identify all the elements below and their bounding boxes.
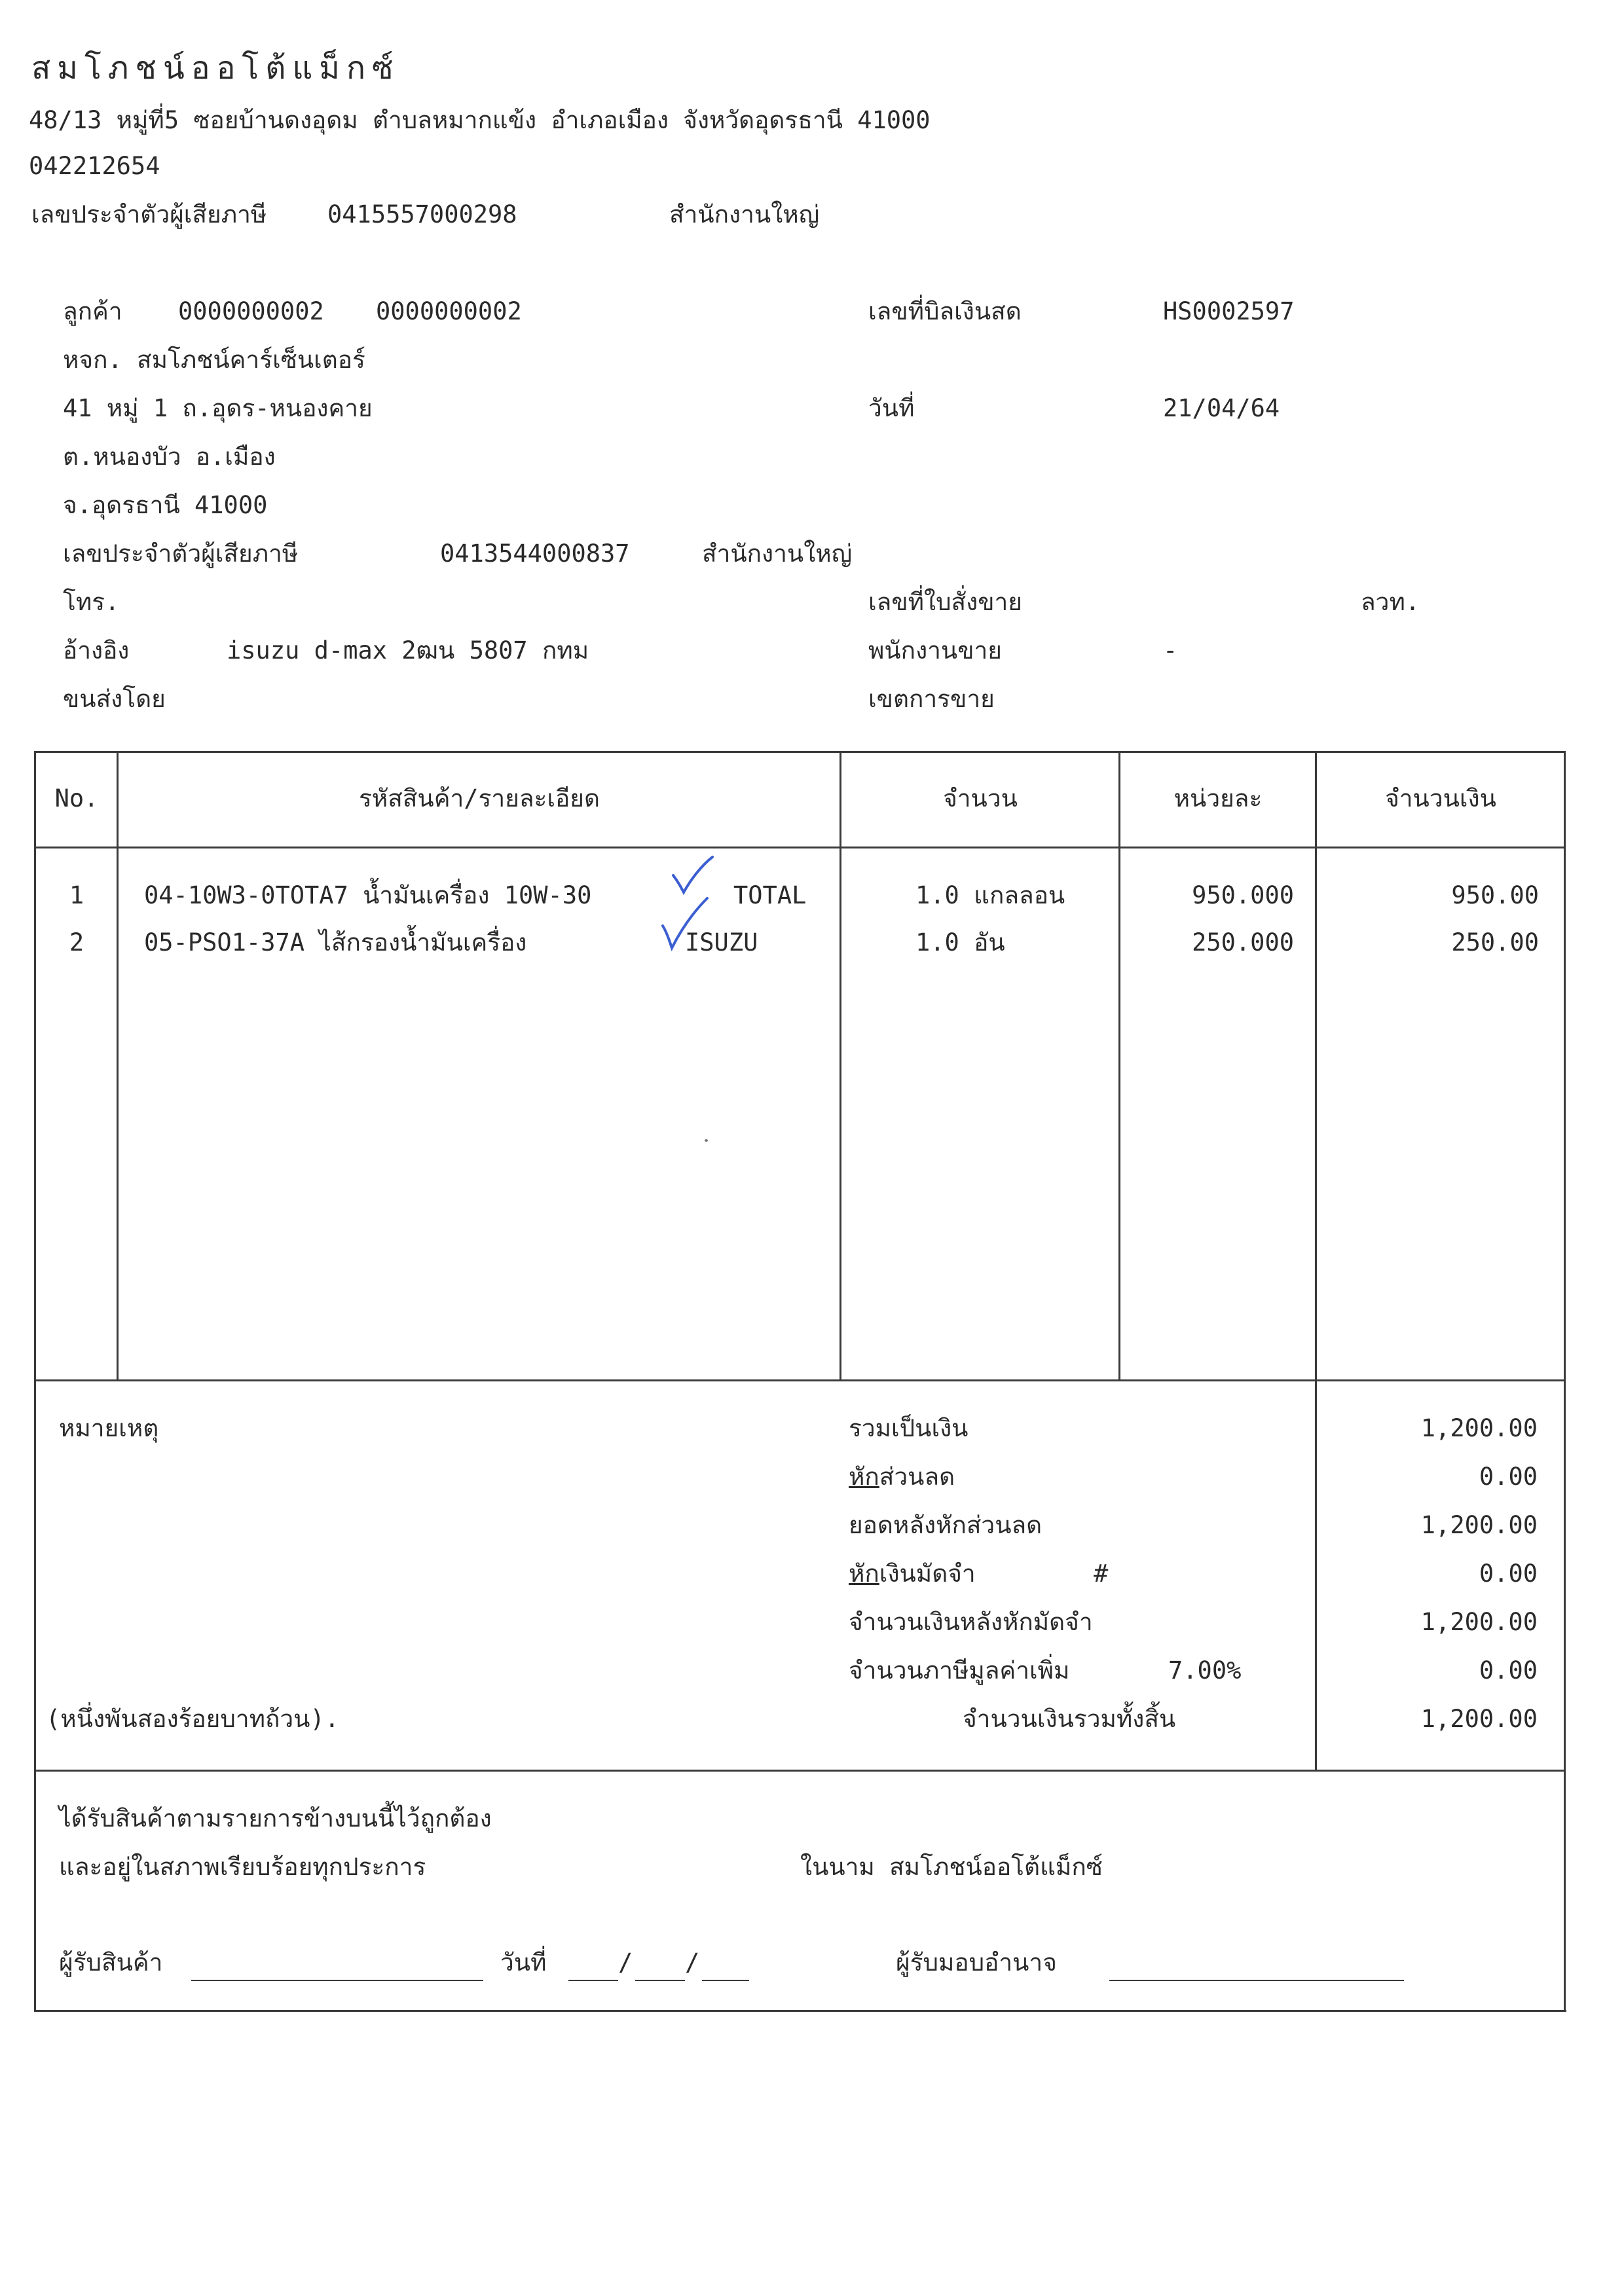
- deposit-hash: #: [1094, 1559, 1109, 1588]
- header-description: รหัสสินค้า/รายละเอียด: [359, 784, 600, 812]
- customer-code-2: 0000000002: [376, 297, 522, 325]
- bill-sales-value: -: [1163, 636, 1178, 665]
- header-amount: จำนวนเงิน: [1385, 784, 1496, 812]
- row-unit-price: 950.000: [1192, 881, 1294, 909]
- row-quantity: 1.0 แกลลอน: [915, 881, 1065, 909]
- total-label: จำนวนเงินรวมทั้งสิ้น: [963, 1705, 1176, 1733]
- bill-date-value: 21/04/64: [1163, 394, 1280, 422]
- after-discount-label: ยอดหลังหักส่วนลด: [849, 1511, 1043, 1539]
- summary-bottom-border: [35, 1770, 1565, 1772]
- date-day-line: [568, 1980, 618, 1981]
- customer-phone-label: โทร.: [63, 588, 120, 616]
- deposit-label: [849, 1559, 976, 1588]
- date-year-line: [702, 1980, 749, 1981]
- after-deposit-label: จำนวนเงินหลังหักมัดจำ: [849, 1608, 1093, 1636]
- customer-branch: สำนักงานใหญ่: [702, 539, 853, 568]
- after-discount-value: 1,200.00: [1420, 1511, 1538, 1539]
- row-no: 1: [69, 881, 84, 909]
- date-separator: /: [618, 1948, 633, 1977]
- col-divider-qty: [1118, 751, 1120, 1381]
- authorized-label: ผู้รับมอบอำนาจ: [896, 1948, 1057, 1977]
- footer-bottom-border: [34, 2010, 1566, 2012]
- total-value: 1,200.00: [1420, 1705, 1538, 1733]
- bill-sales-label: พนักงานขาย: [868, 636, 1002, 665]
- col-divider-no: [117, 751, 119, 1381]
- bill-order-label: เลขที่ใบสั่งขาย: [868, 588, 1022, 616]
- row-description: 05-PSO1-37A ไส้กรองน้ำมันเครื่อง: [144, 928, 527, 957]
- customer-address-2: ต.หนองบัว อ.เมือง: [63, 443, 276, 471]
- row-quantity: 1.0 อัน: [915, 928, 1005, 957]
- receive-date-label: วันที่: [500, 1948, 547, 1977]
- subtotal-value: 1,200.00: [1420, 1414, 1538, 1442]
- row-no: 2: [69, 928, 84, 957]
- row-unit-price: 250.000: [1192, 928, 1294, 957]
- customer-address-1: 41 หมู่ 1 ถ.อุดร-หนองคาย: [63, 394, 373, 422]
- handwritten-check-icon: [657, 894, 716, 957]
- receiver-signature-line: [191, 1980, 483, 1981]
- header-unit-price: หน่วยละ: [1173, 784, 1263, 812]
- table-top-border: [35, 751, 1565, 753]
- company-name: สมโภชน์ออโต้แม็กซ์: [31, 50, 400, 86]
- subtotal-label: รวมเป็นเงิน: [849, 1414, 969, 1442]
- discount-label-suffix: ส่วนลด: [879, 1463, 955, 1491]
- col-divider-price: [1315, 751, 1317, 1772]
- deposit-label-prefix: หัก: [849, 1559, 879, 1588]
- customer-ref-value: isuzu d-max 2ฒน 5807 กทม: [227, 636, 589, 665]
- customer-name: หจก. สมโภชน์คาร์เซ็นเตอร์: [63, 346, 365, 374]
- company-tax-label: เลขประจำตัวผู้เสียภาษี: [31, 200, 267, 228]
- date-separator: /: [685, 1948, 700, 1977]
- customer-label: ลูกค้า: [63, 297, 122, 325]
- vat-value: 0.00: [1479, 1656, 1538, 1685]
- authorized-signature-line: [1109, 1980, 1404, 1981]
- table-bottom-border: [35, 1379, 1565, 1381]
- row-description: 04-10W3-0TOTA7 น้ำมันเครื่อง 10W-30: [144, 881, 592, 909]
- row-amount: 250.00: [1451, 928, 1539, 957]
- bill-no-label: เลขที่บิลเงินสด: [868, 297, 1022, 325]
- amount-in-words: (หนึ่งพันสองร้อยบาทถ้วน).: [46, 1705, 340, 1733]
- bill-date-label: วันที่: [868, 394, 915, 422]
- customer-code-1: 0000000002: [178, 297, 324, 325]
- scan-speck: [705, 1139, 708, 1142]
- row-brand: ISUZU: [685, 928, 758, 957]
- discount-value: 0.00: [1479, 1463, 1538, 1491]
- table-header-divider: [35, 847, 1565, 848]
- table-right-border: [1564, 751, 1566, 2012]
- company-phone: 042212654: [29, 152, 160, 180]
- deposit-label-suffix: เงินมัดจำ: [879, 1559, 976, 1588]
- discount-label-prefix: หัก: [849, 1463, 879, 1491]
- row-brand: TOTAL: [733, 881, 807, 909]
- received-line-2: และอยู่ในสภาพเรียบร้อยทุกประการ: [59, 1853, 426, 1881]
- bill-order-value: ลวท.: [1361, 588, 1420, 616]
- bill-no-value: HS0002597: [1163, 297, 1295, 325]
- customer-address-3: จ.อุดรธานี 41000: [63, 491, 268, 519]
- deposit-value: 0.00: [1479, 1559, 1538, 1588]
- customer-ref-label: อ้างอิง: [63, 636, 130, 665]
- received-line-1: ได้รับสินค้าตามรายการข้างบนนี้ไว้ถูกต้อง: [59, 1804, 492, 1832]
- col-divider-desc: [840, 751, 841, 1381]
- header-no: No.: [54, 784, 99, 812]
- vat-label: จำนวนภาษีมูลค่าเพิ่ม: [849, 1656, 1070, 1685]
- discount-label: [849, 1463, 955, 1491]
- customer-ship-label: ขนส่งโดย: [63, 685, 166, 713]
- customer-tax-id: 0413544000837: [440, 539, 630, 568]
- company-branch: สำนักงานใหญ่: [669, 200, 820, 228]
- on-behalf-text: ในนาม สมโภชน์ออโต้แม็กซ์: [800, 1853, 1103, 1881]
- bill-zone-label: เขตการขาย: [868, 685, 995, 713]
- header-quantity: จำนวน: [943, 784, 1018, 812]
- date-month-line: [635, 1980, 685, 1981]
- customer-tax-label: เลขประจำตัวผู้เสียภาษี: [63, 539, 299, 568]
- after-deposit-value: 1,200.00: [1420, 1608, 1538, 1636]
- row-amount: 950.00: [1451, 881, 1539, 909]
- vat-rate: 7.00%: [1168, 1656, 1242, 1685]
- company-address: 48/13 หมู่ที่5 ซอยบ้านดงอุดม ตำบลหมากแข้ง อำเภอเมือง จังหวัดอุดรธานี 41000: [29, 106, 931, 134]
- company-tax-id: 0415557000298: [327, 200, 517, 228]
- remark-label: หมายเหตุ: [59, 1414, 159, 1442]
- receiver-label: ผู้รับสินค้า: [59, 1948, 163, 1977]
